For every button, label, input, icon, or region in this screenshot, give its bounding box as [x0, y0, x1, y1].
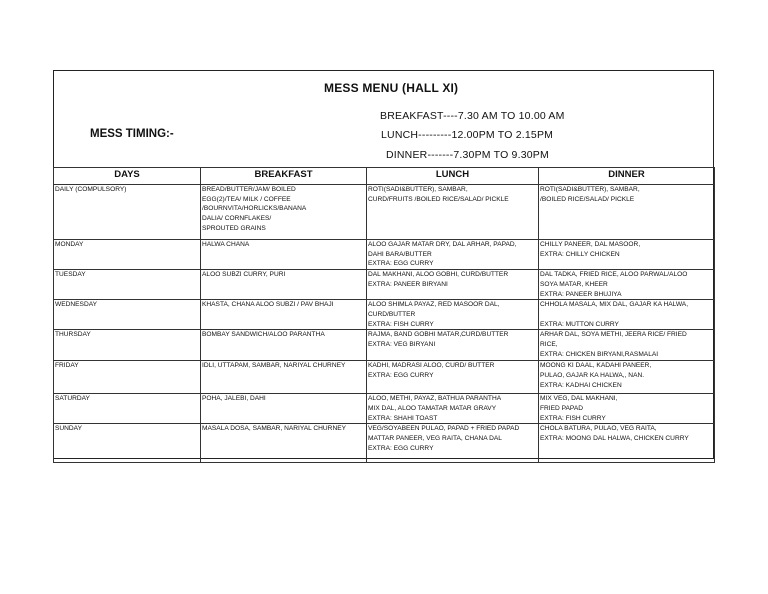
dinner-item-line: EXTRA: PANEER BHUJIYA — [540, 290, 622, 298]
dinner-item-line: MIX VEG, DAL MAKHANI, — [540, 395, 618, 403]
lunch-item-line: EXTRA: VEG BIRYANI — [368, 341, 436, 349]
lunch-item-line: CURD/FRUITS /BOILED RICE/SALAD/ PICKLE — [368, 195, 509, 203]
dinner-cell — [539, 185, 715, 240]
dinner-item-line: EXTRA: CHICKEN BIRYANI,RASMALAI — [540, 350, 659, 358]
dinner-item-line: CHHOLA MASALA, MIX DAL, GAJAR KA HALWA, — [540, 301, 689, 309]
dinner-item-line: FRIED PAPAD — [540, 405, 583, 413]
lunch-cell — [367, 300, 539, 330]
breakfast-item-line: DALIA/ CORNFLAKES/ — [202, 215, 272, 223]
breakfast-item-line: BOMBAY SANDWICH/ALOO PARANTHA — [202, 331, 325, 339]
breakfast-item-line: EGG(2)/TEA/ MILK / COFFEE — [202, 195, 291, 203]
lunch-cell — [367, 270, 539, 300]
dinner-item-line: DAL TADKA, FRIED RICE, ALOO PARWAL/ALOO — [540, 271, 688, 279]
dinner-item-line: CHOLA BATURA, PULAO, VEG RAITA, — [540, 425, 657, 433]
menu-body — [54, 185, 715, 463]
dinner-cell — [539, 330, 715, 361]
dinner-cell — [539, 394, 715, 424]
lunch-item-line: DAL MAKHANI, ALOO GOBHI, CURD/BUTTER — [368, 271, 509, 279]
lunch-cell — [367, 330, 539, 361]
breakfast-item-line: KHASTA, CHANA ALOO SUBZI / PAV BHAJI — [202, 301, 334, 309]
day-cell: THURSDAY — [54, 330, 201, 361]
menu-row — [54, 330, 715, 361]
breakfast-cell — [201, 330, 367, 361]
breakfast-cell — [201, 361, 367, 394]
lunch-cell — [367, 361, 539, 394]
breakfast-item-line: /BOURNVITA/HORLICKS/BANANA — [202, 205, 307, 213]
dinner-cell — [539, 300, 715, 330]
lunch-cell — [367, 394, 539, 424]
menu-row — [54, 270, 715, 300]
menu-row — [54, 240, 715, 270]
breakfast-item-line: IDLI, UTTAPAM, SAMBAR, NARIYAL CHURNEY — [202, 362, 346, 370]
lunch-item-line: EXTRA: EGG CURRY — [368, 372, 434, 380]
menu-row — [54, 424, 715, 463]
breakfast-item-line: ALOO SUBZI CURRY, PURI — [202, 271, 286, 279]
lunch-item-line: MATTAR PANEER, VEG RAITA, CHANA DAL — [368, 435, 502, 443]
breakfast-cell — [201, 394, 367, 424]
dinner-item-line: PULAO, GAJAR KA HALWA,, NAN. — [540, 372, 645, 380]
dinner-cell — [539, 240, 715, 270]
dinner-timing: DINNER-------7.30PM TO 9.30PM — [386, 149, 549, 161]
dinner-item-line: EXTRA: KADHAI CHICKEN — [540, 381, 622, 389]
dinner-item-line: EXTRA: MOONG DAL HALWA, CHICKEN CURRY — [540, 435, 689, 443]
lunch-timing: LUNCH---------12.00PM TO 2.15PM — [381, 129, 554, 141]
day-cell: DAILY (COMPULSORY) — [54, 185, 201, 240]
breakfast-cell — [201, 185, 367, 240]
dinner-item-line: EXTRA: MUTTON CURRY — [540, 320, 619, 328]
mess-menu-sheet — [53, 70, 714, 459]
lunch-item-line: CURD/BUTTER — [368, 310, 416, 318]
dinner-item-line: ARHAR DAL, SOYA METHI, JEERA RICE/ FRIED — [540, 331, 687, 339]
lunch-item-line: EXTRA: FISH CURRY — [368, 320, 434, 328]
dinner-item-line — [540, 310, 713, 320]
menu-header-row — [54, 168, 715, 185]
breakfast-item-line: HALWA CHANA — [202, 241, 250, 248]
lunch-cell — [367, 240, 539, 270]
dinner-item-line: CHILLY PANEER, DAL MASOOR, — [540, 241, 641, 248]
dinner-item-line: MOONG KI DAAL, KADAHI PANEER, — [540, 362, 652, 370]
breakfast-cell — [201, 424, 367, 463]
lunch-cell — [367, 185, 539, 240]
dinner-item-line: EXTRA: CHILLY CHICKEN — [540, 250, 620, 258]
breakfast-item-line: MASALA DOSA, SAMBAR, NARIYAL CHURNEY — [202, 425, 346, 433]
lunch-item-line: ROTI(SADI&BUTTER), SAMBAR, — [368, 186, 468, 193]
lunch-item-line: ALOO GAJAR MATAR DRY, DAL ARHAR, PAPAD, — [368, 241, 517, 248]
day-cell: FRIDAY — [54, 361, 201, 394]
column-header-dinner: DINNER — [539, 168, 715, 185]
column-header-days: DAYS — [54, 168, 201, 185]
dinner-item-line: /BOILED RICE/SALAD/ PICKLE — [540, 195, 635, 203]
lunch-item-line: EXTRA: PANEER BIRYANI — [368, 280, 448, 288]
dinner-item-line: SOYA MATAR, KHEER — [540, 280, 608, 288]
menu-row — [54, 185, 715, 240]
day-cell: SUNDAY — [54, 424, 201, 463]
breakfast-item-line: SPROUTED GRAINS — [202, 224, 266, 232]
day-cell: WEDNESDAY — [54, 300, 201, 330]
dinner-item-line: EXTRA: FISH CURRY — [540, 414, 606, 422]
lunch-item-line: RAJMA, BAND GOBHI MATAR,CURD/BUTTER — [368, 331, 509, 339]
column-header-lunch: LUNCH — [367, 168, 539, 185]
breakfast-item-line: BREAD/BUTTER/JAM/ BOILED — [202, 186, 296, 193]
breakfast-cell — [201, 300, 367, 330]
day-cell: SATURDAY — [54, 394, 201, 424]
lunch-cell — [367, 424, 539, 463]
column-header-breakfast: BREAKFAST — [201, 168, 367, 185]
menu-table — [53, 167, 715, 463]
breakfast-cell — [201, 270, 367, 300]
lunch-item-line: ALOO SHIMLA PAYAZ, RED MASOOR DAL, — [368, 301, 500, 309]
day-cell: MONDAY — [54, 240, 201, 270]
lunch-item-line: EXTRA: SHAHI TOAST — [368, 414, 438, 422]
dinner-cell — [539, 424, 715, 463]
breakfast-cell — [201, 240, 367, 270]
lunch-item-line: VEG/SOYABEEN PULAO, PAPAD + FRIED PAPAD — [368, 425, 520, 433]
mess-timing-label: MESS TIMING:- — [90, 128, 174, 140]
day-cell: TUESDAY — [54, 270, 201, 300]
lunch-item-line: EXTRA: EGG CURRY — [368, 444, 434, 452]
lunch-item-line: ALOO, METHI, PAYAZ, BATHUA PARANTHA — [368, 395, 502, 403]
dinner-item-line: ROTI(SADI&BUTTER), SAMBAR, — [540, 186, 640, 193]
breakfast-timing: BREAKFAST----7.30 AM TO 10.00 AM — [380, 110, 565, 122]
dinner-item-line: RICE, — [540, 341, 558, 349]
breakfast-item-line: POHA, JALEBI, DAHI — [202, 395, 266, 403]
menu-row — [54, 300, 715, 330]
menu-row — [54, 394, 715, 424]
lunch-item-line: EXTRA: EGG CURRY — [368, 260, 434, 268]
page-title: MESS MENU (HALL XI) — [324, 81, 459, 95]
dinner-cell — [539, 361, 715, 394]
menu-row — [54, 361, 715, 394]
dinner-cell — [539, 270, 715, 300]
lunch-item-line: MIX DAL, ALOO TAMATAR MATAR GRAVY — [368, 405, 497, 413]
lunch-item-line: DAHI BARA/BUTTER — [368, 250, 432, 258]
lunch-item-line: KADHI, MADRASI ALOO, CURD/ BUTTER — [368, 362, 495, 370]
